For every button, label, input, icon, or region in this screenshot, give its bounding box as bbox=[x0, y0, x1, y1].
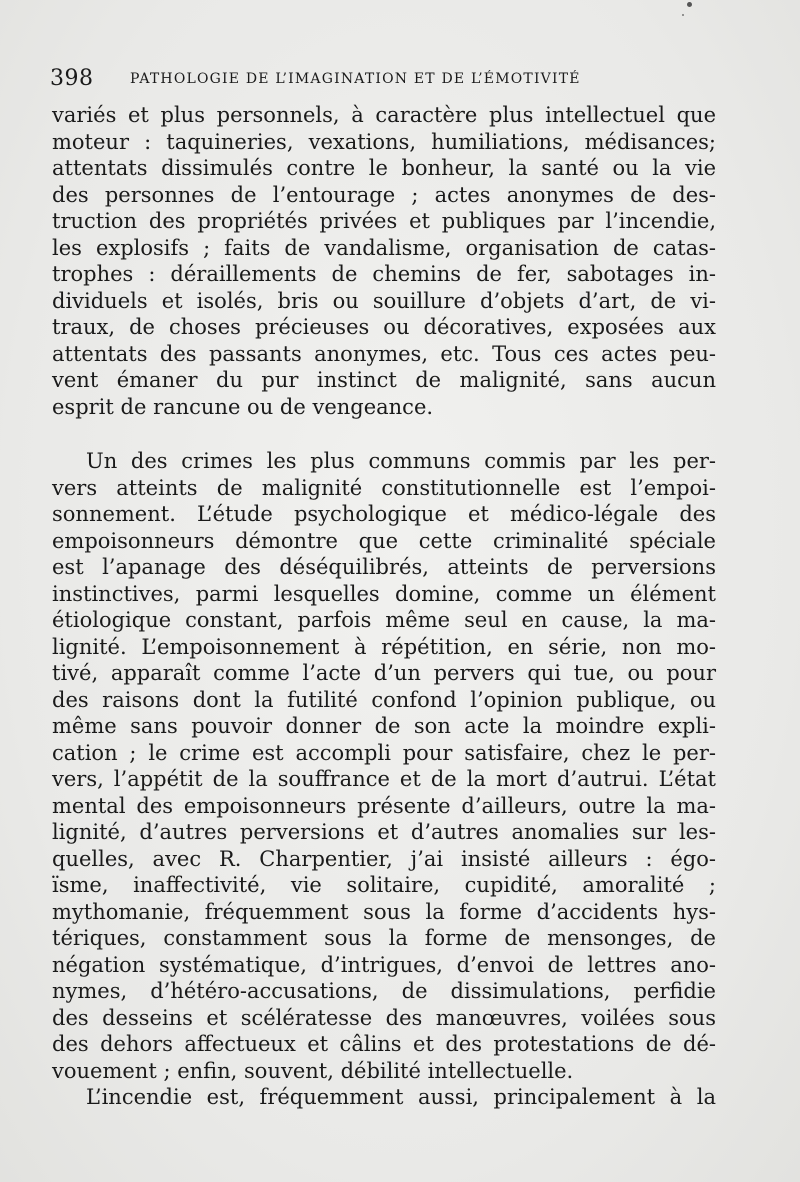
text-line: lignité, d’autres perversions et d’autres anomalies sur les- bbox=[52, 820, 716, 844]
text-line: négation systématique, d’intrigues, d’envoi de lettres ano- bbox=[52, 952, 716, 977]
text-line: esprit de rancune ou de vengeance. bbox=[52, 394, 434, 419]
text-line: variés et plus personnels, à caractère plus intellectuel que bbox=[52, 103, 716, 127]
text-line: mental des empoisonneurs présente d’ailleurs, outre la ma- bbox=[52, 793, 716, 818]
text-line: cation ; le crime est accompli pour satisfaire, chez le per- bbox=[52, 740, 716, 765]
text-line: des raisons dont la futilité confond l’opinion publique, ou bbox=[52, 687, 716, 712]
text-line: même sans pouvoir donner de son acte la moindre expli- bbox=[52, 714, 716, 738]
text-line: des dehors affectueux et câlins et des protestations de dé- bbox=[52, 1032, 716, 1056]
text-line: Un des crimes les plus communs commis par les per- bbox=[86, 449, 716, 473]
text-line: trophes : déraillements de chemins de fer, sabotages in- bbox=[52, 262, 716, 286]
text-line: vouement ; enfin, souvent, débilité intellectuelle. bbox=[52, 1058, 574, 1083]
text-line: vers atteints de malignité constitutionnelle est l’empoi- bbox=[52, 475, 716, 500]
paragraph-gap bbox=[52, 420, 716, 448]
text-line: est l’apanage des déséquilibrés, atteints de perversions bbox=[52, 555, 716, 579]
text-line: tivé, apparaît comme l’acte d’un pervers qui tue, ou pour bbox=[52, 661, 716, 685]
text-line: attentats des passants anonymes, etc. Tous ces actes peu- bbox=[52, 341, 716, 366]
text-line: truction des propriétés privées et publiques par l’incendie, bbox=[52, 209, 716, 233]
text-line: des personnes de l’entourage ; actes anonymes de des- bbox=[52, 182, 716, 207]
text-line: attentats dissimulés contre le bonheur, la santé ou la vie bbox=[52, 156, 716, 180]
text-line: empoisonneurs démontre que cette criminalité spéciale bbox=[52, 528, 716, 553]
text-line: lignité. L’empoisonnement à répétition, en série, non mo- bbox=[52, 634, 716, 659]
text-line: traux, de choses précieuses ou décoratives, exposées aux bbox=[52, 315, 716, 339]
text-line: L’incendie est, fréquemment aussi, principalement à la bbox=[86, 1085, 716, 1109]
page-header bbox=[50, 66, 730, 98]
text-line: des desseins et scélératesse des manœuvres, voilées sous bbox=[52, 1005, 716, 1030]
ink-speck bbox=[687, 2, 692, 7]
text-line: tériques, constamment sous la forme de mensonges, de bbox=[52, 926, 716, 950]
text-line: vent émaner du pur instinct de malignité, sans aucun bbox=[52, 368, 716, 392]
body-text bbox=[52, 102, 716, 1111]
text-line: ïsme, inaffectivité, vie solitaire, cupidité, amoralité ; bbox=[52, 873, 716, 897]
page-number: 398 bbox=[50, 66, 94, 91]
text-line: nymes, d’hétéro-accusations, de dissimulations, perfidie bbox=[52, 979, 716, 1003]
ink-speck-small bbox=[682, 14, 684, 16]
text-line: quelles, avec R. Charpentier, j’ai insisté ailleurs : égo- bbox=[52, 846, 716, 871]
text-line: vers, l’appétit de la souffrance et de la mort d’autrui. L’état bbox=[52, 767, 716, 791]
text-line: étiologique constant, parfois même seul en cause, la ma- bbox=[52, 608, 716, 632]
text-line: dividuels et isolés, bris ou souillure d’objets d’art, de vi- bbox=[52, 288, 716, 313]
text-line: sonnement. L’étude psychologique et médico-légale des bbox=[52, 502, 716, 526]
text-line: moteur : taquineries, vexations, humiliations, médisances; bbox=[52, 129, 716, 154]
text-line: mythomanie, fréquemment sous la forme d’accidents hys- bbox=[52, 899, 716, 924]
text-line: instinctives, parmi lesquelles domine, comme un élément bbox=[52, 581, 716, 606]
text-line: les explosifs ; faits de vandalisme, organisation de catas- bbox=[52, 235, 716, 260]
running-title: PATHOLOGIE DE L’IMAGINATION ET DE L’ÉMOTIVITÉ bbox=[130, 71, 581, 87]
